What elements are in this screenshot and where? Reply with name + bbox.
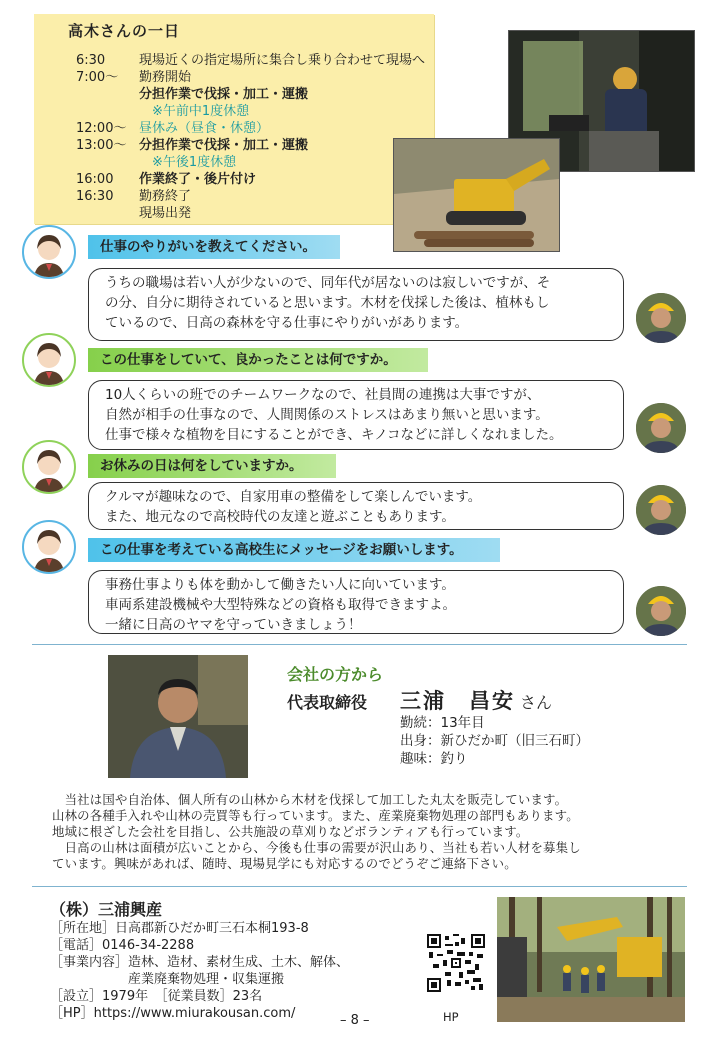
schedule-time: 6:30 xyxy=(76,53,106,68)
schedule-text: 分担作業で伐採・加工・運搬 xyxy=(139,138,309,153)
page-number: – 8 – xyxy=(340,1013,370,1028)
president-photo xyxy=(108,655,248,778)
profile-line: 趣味：釣り xyxy=(400,751,468,767)
answer-line: ているので、日高の森林を守る仕事にやりがいがあります。 xyxy=(105,315,469,331)
executive-honorific: さん xyxy=(520,693,553,712)
paragraph-line: 日高の山林は面積が広いことから、今後も仕事の需要が沢山あり、当社も若い人材を募集し xyxy=(52,840,581,855)
answer-line: また、地元なので高校時代の友達と遊ぶこともあります。 xyxy=(105,509,455,525)
answer-line: 10人くらいの班でのチームワークなので、社員間の連携は大事ですが、 xyxy=(105,387,541,403)
work-site-photo xyxy=(497,897,685,1022)
schedule-text: 昼休み（昼食・休憩） xyxy=(139,121,270,136)
executive-name: 三浦 昌安 xyxy=(400,689,515,713)
worker-avatar xyxy=(636,403,686,453)
executive-role: 代表取締役 xyxy=(287,693,368,712)
company-description xyxy=(52,792,682,872)
schedule-text: 現場近くの指定場所に集合し乗り合わせて現場へ xyxy=(139,53,426,68)
company-details xyxy=(50,920,349,1022)
paragraph-line: 山林の各種手入れや山林の売買等も行っています。また、産業廃棄物処理の部門もあります。 xyxy=(52,808,579,823)
qr-code-icon[interactable] xyxy=(427,934,485,992)
divider xyxy=(32,644,687,645)
answer-3 xyxy=(88,482,624,530)
company-business: ［事業内容］造林、造材、素材生成、土木、解体、 xyxy=(50,955,350,970)
answer-line: 事務仕事よりも体を動かして働きたい人に向いています。 xyxy=(105,577,455,593)
company-website[interactable]: ［HP］https://www.miurakousan.com/ xyxy=(50,1006,296,1021)
paragraph-line: 地域に根ざした会社を目指し、公共施設の草刈りなどボランティアも行っています。 xyxy=(52,824,529,839)
schedule-text: 勤務終了 xyxy=(139,189,192,204)
answer-1 xyxy=(88,268,624,341)
schedule-note-text: ※午後1度休憩 xyxy=(152,155,237,170)
worker-avatar xyxy=(636,485,686,535)
question-3: お休みの日は何をしていますか。 xyxy=(88,454,336,478)
profile-line: 勤続：13年目 xyxy=(400,715,485,731)
company-voice-heading: 会社の方から xyxy=(287,665,384,684)
question-2: この仕事をしていて、良かったことは何ですか。 xyxy=(88,348,428,372)
executive-profile xyxy=(400,714,589,768)
schedule-time: 7:00〜 xyxy=(76,70,119,85)
interviewer-avatar xyxy=(22,225,76,279)
interviewer-avatar xyxy=(22,440,76,494)
schedule-time: 16:30 xyxy=(76,189,114,204)
answer-line: うちの職場は若い人が少ないので、同年代が居ないのは寂しいですが、そ xyxy=(105,275,551,291)
worker-avatar xyxy=(636,293,686,343)
excavator-logs-photo xyxy=(393,138,560,252)
question-4: この仕事を考えている高校生にメッセージをお願いします。 xyxy=(88,538,500,562)
company-business-cont: 産業廃棄物処理・収集運搬 xyxy=(50,972,285,987)
qr-label: HP xyxy=(443,1010,459,1024)
answer-line: の分、自分に期待されていると思います。木材を伐採した後は、植林もし xyxy=(105,295,550,311)
answer-4 xyxy=(88,570,624,634)
interviewer-avatar xyxy=(22,333,76,387)
company-founded: ［設立］1979年 ［従業員数］23名 xyxy=(50,989,263,1004)
answer-line: 自然が相手の仕事なので、人間関係のストレスはあまり無いと思います。 xyxy=(105,407,549,423)
answer-2 xyxy=(88,380,624,450)
answer-line: 車両系建設機械や大型特殊などの資格も取得できますよ。 xyxy=(105,597,456,613)
schedule-text: 現場出発 xyxy=(139,206,192,221)
schedule-note-text: ※午前中1度休憩 xyxy=(152,104,250,119)
question-1: 仕事のやりがいを教えてください。 xyxy=(88,235,340,259)
answer-line: 仕事で様々な植物を目にすることができ、キノコなどに詳しくなれました。 xyxy=(105,427,563,443)
schedule-time: 12:00〜 xyxy=(76,121,127,136)
schedule-time: 13:00〜 xyxy=(76,138,127,153)
schedule-text: 分担作業で伐採・加工・運搬 xyxy=(139,87,309,102)
schedule-text: 作業終了・後片付け xyxy=(139,172,257,187)
schedule-title: 高木さんの一日 xyxy=(68,22,181,40)
profile-line: 出身：新ひだか町（旧三石町） xyxy=(400,733,589,749)
schedule-text: 勤務開始 xyxy=(139,70,192,85)
interviewer-avatar xyxy=(22,520,76,574)
worker-avatar xyxy=(636,586,686,636)
paragraph-line: 当社は国や自治体、個人所有の山林から木材を伐採して加工した丸太を販売しています。 xyxy=(52,792,568,807)
paragraph-line: ています。興味があれば、随時、現場見学にも対応するのでどうぞご連絡下さい。 xyxy=(52,856,517,871)
company-name: （株）三浦興産 xyxy=(50,900,163,919)
company-address: ［所在地］日高郡新ひだか町三石本桐193-8 xyxy=(50,921,309,936)
divider xyxy=(32,886,687,887)
answer-line: 一緒に日高のヤマを守っていきましょう！ xyxy=(105,617,362,633)
answer-line: クルマが趣味なので、自家用車の整備をして楽しんでいます。 xyxy=(105,489,482,505)
company-phone: ［電話］0146-34-2288 xyxy=(50,938,195,953)
schedule-time: 16:00 xyxy=(76,172,114,187)
